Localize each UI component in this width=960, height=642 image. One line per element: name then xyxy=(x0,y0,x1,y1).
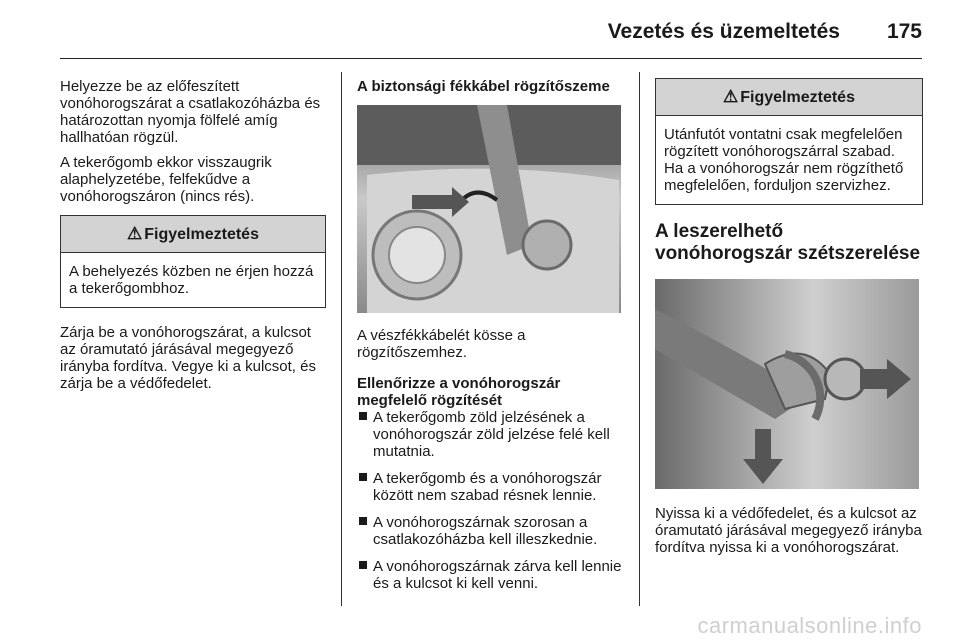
watermark: carmanualsonline.info xyxy=(697,613,922,638)
paragraph: Zárja be a vonóhorogszárat, a kulcsot az óramutató járásával megegyező irányba fordítva. Vegye ki a kulcsot, és zárja be a védőfedelet. xyxy=(60,324,316,392)
column-middle xyxy=(357,78,627,602)
figure-illustration xyxy=(655,279,919,489)
paragraph: Helyezze be az előfeszített vonóhorogszárat a csatlakozóházba és határozottan nyomja fölfelé amíg hallhatóan rögzül. xyxy=(60,78,321,146)
warning-title: Figyelmeztetés xyxy=(144,226,259,243)
bullet-icon xyxy=(359,561,367,569)
warning-title: Figyelmeztetés xyxy=(740,89,855,106)
column-right xyxy=(655,78,923,564)
warning-text: A behelyezés közben ne érjen hozzá a tekerőgombhoz. xyxy=(69,263,314,297)
figure-illustration xyxy=(357,105,621,313)
list-item: A vonóhorogszárnak zárva kell lennie és a kulcsot ki kell venni. xyxy=(357,558,627,592)
checklist xyxy=(357,409,627,592)
removal-figure xyxy=(655,279,919,489)
list-item: A vonóhorogszárnak szorosan a csatlakozóházba kell illeszkednie. xyxy=(357,514,627,548)
column-divider xyxy=(639,72,640,606)
column-left xyxy=(60,78,326,400)
bullet-icon xyxy=(359,412,367,420)
page-header xyxy=(60,18,922,59)
section-heading: A leszerelhető vonóhorogszár szétszerelése xyxy=(655,221,921,264)
paragraph: A tekerőgomb ekkor visszaugrik alaphelyzetébe, felfekűdve a vonóhorogszáron (nincs rés). xyxy=(60,154,272,205)
bullet-icon xyxy=(359,473,367,481)
page-number: 175 xyxy=(886,20,922,43)
section-heading: Ellenőrizze a vonóhorogszár megfelelő rögzítését xyxy=(357,375,561,409)
figure-caption: Nyissa ki a védőfedelet, és a kulcsot az óramutató járásával megegyező irányba fordítva nyissa ki a vonóhorogszárat. xyxy=(655,505,922,556)
warning-icon: ⚠ xyxy=(127,224,143,243)
section-heading: A biztonsági fékkábel rögzítőszeme xyxy=(357,78,610,95)
warning-box xyxy=(60,215,326,308)
warning-icon: ⚠ xyxy=(723,87,739,106)
list-item: A tekerőgomb és a vonóhorogszár között nem szabad résnek lennie. xyxy=(357,470,627,504)
warning-header xyxy=(61,216,325,253)
safety-cable-eye-figure xyxy=(357,105,621,313)
figure-caption: A vészfékkábelét kösse a rögzítőszemhez. xyxy=(357,327,526,361)
header-title: Vezetés és üzemeltetés xyxy=(607,20,840,43)
bullet-icon xyxy=(359,517,367,525)
warning-box xyxy=(655,78,923,205)
warning-header xyxy=(656,79,922,116)
warning-text: Utánfutót vontatni csak megfelelően rögzített vonóhorogszárral szabad. Ha a vonóhorogszár nem rögzíthető megfelelően, forduljon szervizhez. xyxy=(664,126,904,194)
column-divider xyxy=(341,72,342,606)
list-item: A tekerőgomb zöld jelzésének a vonóhorogszár zöld jelzése felé kell mutatnia. xyxy=(357,409,627,460)
